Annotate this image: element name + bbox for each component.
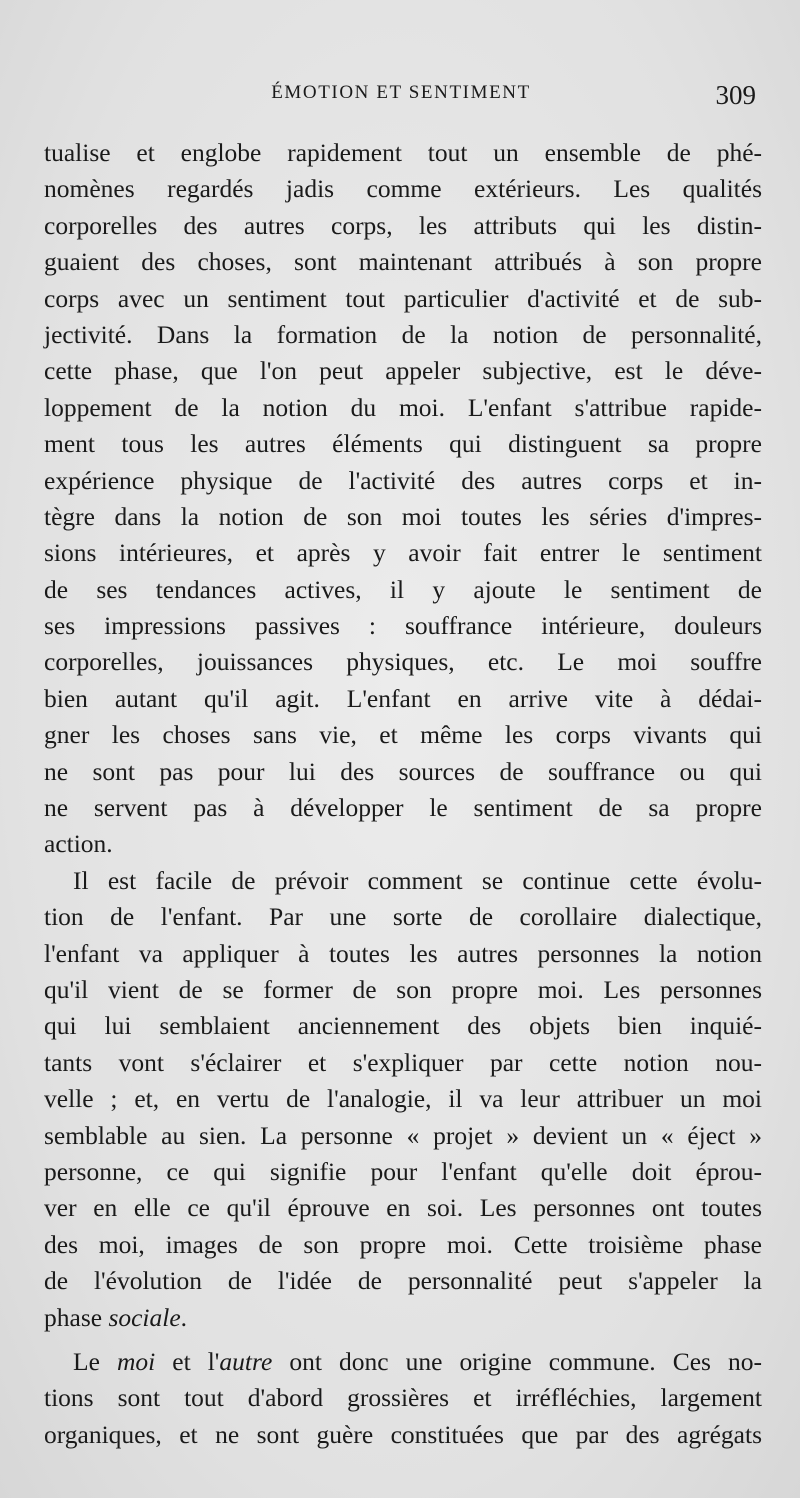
page-header — [40, 80, 762, 120]
text-line: nomènes regardés jadis comme extérieurs. Les qualités — [44, 174, 762, 204]
text-line: de l'évolution de l'idée de personnalité peut s'appeler la — [44, 1266, 762, 1296]
italic-word: autre — [219, 1346, 273, 1376]
paragraph — [44, 135, 762, 863]
text-line: corporelles, jouissances physiques, etc. Le moi souffre — [44, 647, 762, 677]
text-line: cette phase, que l'on peut appeler subjective, est le déve- — [44, 356, 762, 386]
text-line: guaient des choses, sont maintenant attribués à son propre — [44, 247, 762, 277]
text-line: tualise et englobe rapidement tout un ensemble de phé- — [44, 138, 762, 167]
text-line: personne, ce qui signifie pour l'enfant qu'elle doit éprou- — [44, 1156, 762, 1186]
text-line: jectivité. Dans la formation de la notion de personnalité, — [44, 319, 762, 349]
text-run: et l' — [155, 1346, 220, 1376]
text-line: des moi, images de son propre moi. Cette troisième phase — [44, 1229, 762, 1259]
text-line: velle ; et, en vertu de l'analogie, il va leur attribuer un moi — [44, 1084, 762, 1114]
text-line: ses impressions passives : souffrance intérieure, douleurs — [44, 611, 762, 641]
text-line: de ses tendances actives, il y ajoute le sentiment de — [44, 574, 762, 604]
text-line: corporelles des autres corps, les attributs qui les distin- — [44, 210, 762, 240]
text-line: tions sont tout d'abord grossières et irréfléchies, largement — [44, 1383, 762, 1413]
text-run: phase — [44, 1302, 109, 1332]
italic-word: moi — [116, 1346, 156, 1376]
text-line: Il est facile de prévoir comment se continue cette évolu- — [73, 865, 762, 895]
text-line: expérience physique de l'activité des autres corps et in- — [44, 465, 762, 495]
text-line: ne sont pas pour lui des sources de souffrance ou qui — [44, 756, 762, 786]
paragraph — [44, 1344, 762, 1453]
text-line: action. — [44, 829, 113, 859]
text-line: semblable au sien. La personne « projet » devient un « éject » — [44, 1120, 762, 1150]
page-number: 309 — [715, 80, 756, 110]
text-line: tègre dans la notion de son moi toutes les séries d'impres- — [44, 501, 762, 531]
text-run: ont donc une origine commune. Ces no- — [272, 1346, 762, 1376]
text-line: ment tous les autres éléments qui distinguent sa propre — [44, 429, 762, 459]
text-line: l'enfant va appliquer à toutes les autres personnes la notion — [44, 938, 762, 968]
text-line: sions intérieures, et après y avoir fait entrer le sentiment — [44, 538, 762, 568]
text-line: organiques, et ne sont guère constituées que par des agrégats — [44, 1419, 762, 1449]
text-line: tion de l'enfant. Par une sorte de corollaire dialectique, — [44, 902, 762, 932]
text-line: gner les choses sans vie, et même les corps vivants qui — [44, 720, 762, 750]
text-line: ne servent pas à développer le sentiment de sa propre — [44, 793, 762, 823]
text-line: qu'il vient de se former de son propre moi. Les personnes — [44, 974, 762, 1004]
text-line: loppement de la notion du moi. L'enfant s'attribue rapide- — [44, 392, 762, 422]
text-line — [44, 1300, 762, 1336]
italic-word: sociale — [108, 1302, 181, 1332]
text-run: . — [180, 1302, 188, 1332]
text-line: qui lui semblaient anciennement des objets bien inquié- — [44, 1011, 762, 1041]
text-line: ver en elle ce qu'il éprouve en soi. Les personnes ont toutes — [44, 1193, 762, 1223]
text-line — [44, 1344, 762, 1380]
text-run: Le — [73, 1346, 117, 1376]
text-line: corps avec un sentiment tout particulier d'activité et de sub- — [44, 283, 762, 313]
paragraph — [44, 863, 762, 1336]
text-line: tants vont s'éclairer et s'expliquer par cette notion nou- — [44, 1047, 762, 1077]
running-title: ÉMOTION ET SENTIMENT — [271, 82, 531, 103]
text-line: bien autant qu'il agit. L'enfant en arrive vite à dédai- — [44, 683, 762, 713]
body-text — [44, 135, 762, 1453]
paragraph-gap — [44, 1336, 762, 1344]
